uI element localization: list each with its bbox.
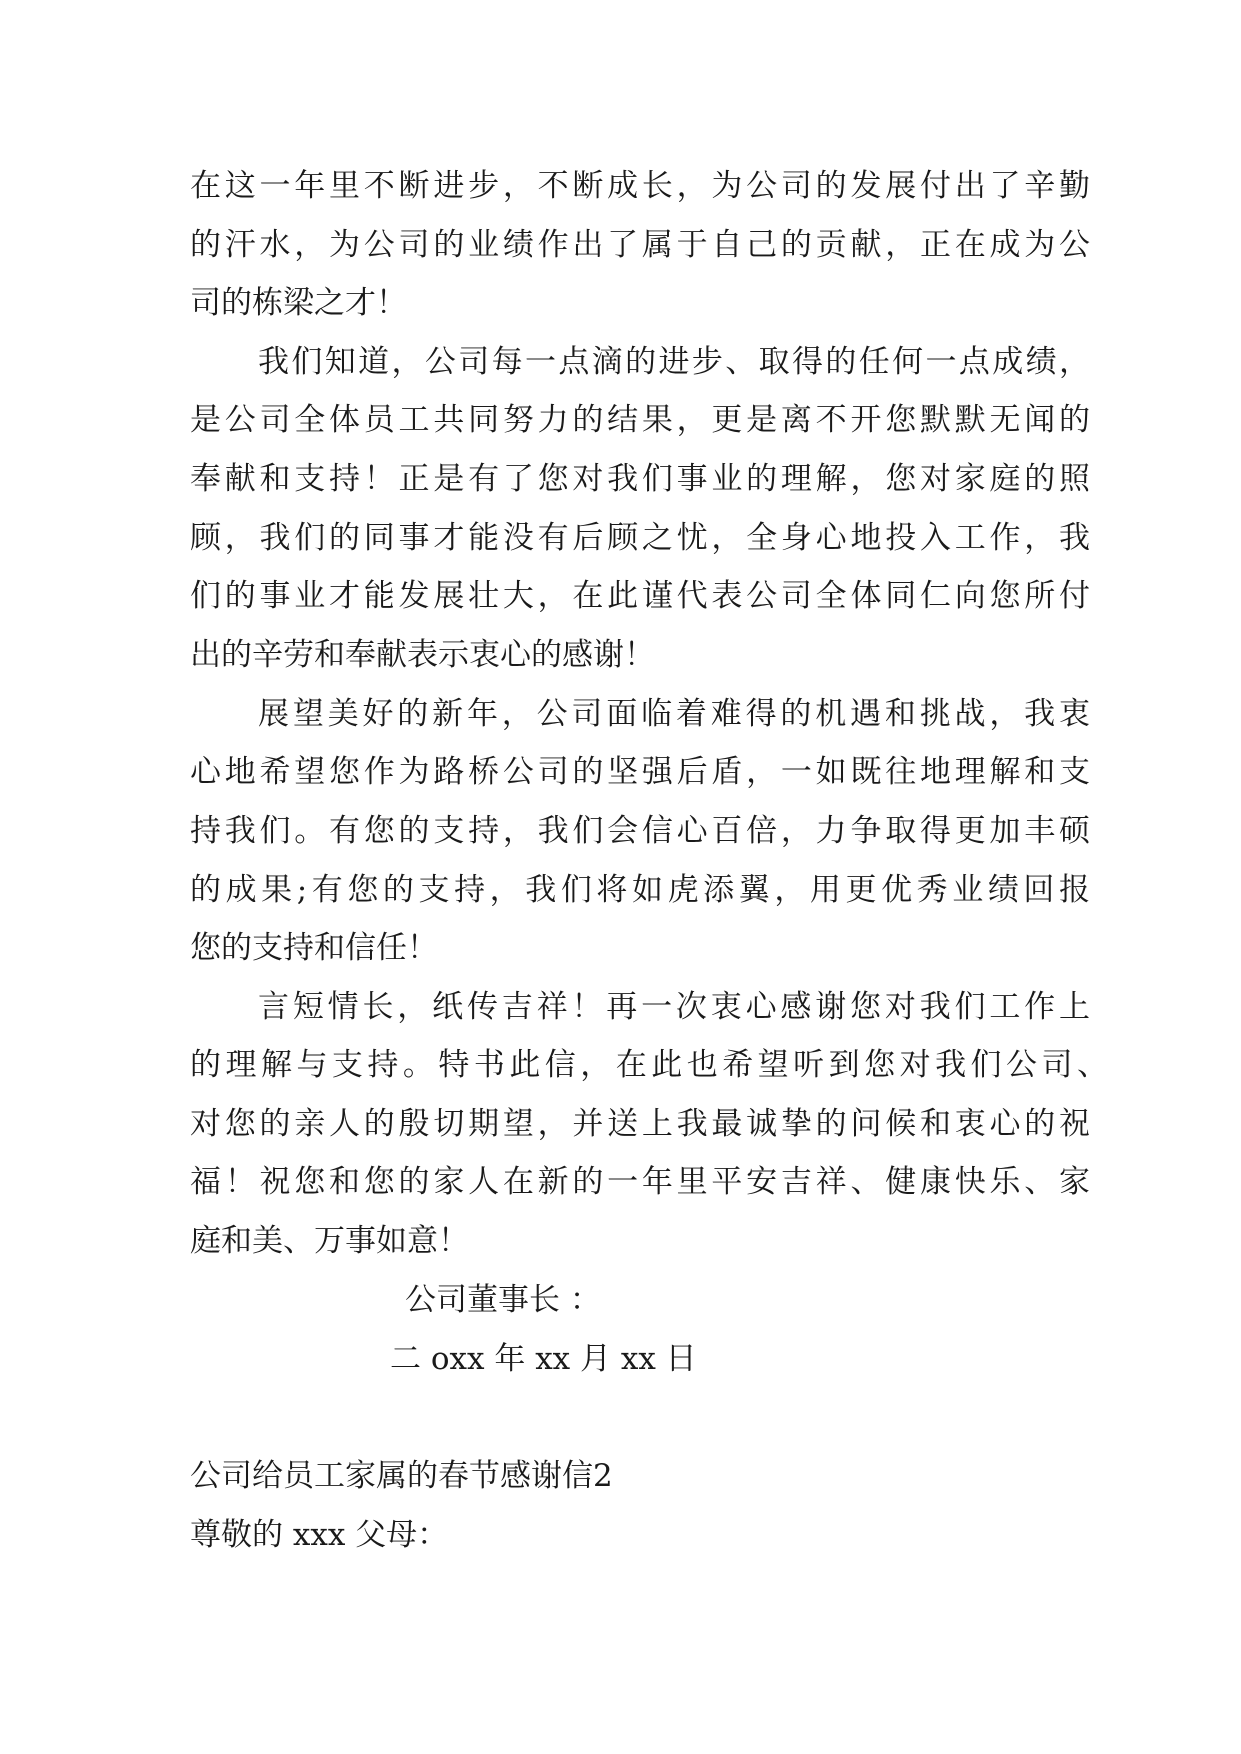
paragraph-2-line-4: 顾，我们的同事才能没有后顾之忧，全身心地投入工作，我 [190,520,1090,556]
section-title: 公司给员工家属的春节感谢信2 [190,1458,613,1494]
paragraph-3-line-4: 的成果;有您的支持，我们将如虎添翼，用更优秀业绩回报 [190,872,1090,908]
paragraph-4-line-1: 言短情长，纸传吉祥！再一次衷心感谢您对我们工作上 [258,989,1090,1025]
paragraph-4-line-2: 的理解与支持。特书此信，在此也希望听到您对我们公司、 [190,1047,1108,1083]
paragraph-2-line-3: 奉献和支持！正是有了您对我们事业的理解，您对家庭的照 [190,461,1090,497]
paragraph-2-line-2: 是公司全体员工共同努力的结果，更是离不开您默默无闻的 [190,402,1090,438]
paragraph-4-line-3: 对您的亲人的殷切期望，并送上我最诚挚的问候和衷心的祝 [190,1106,1090,1142]
paragraph-2-line-6: 出的辛劳和奉献表示衷心的感谢！ [190,637,655,673]
paragraph-1-line-2: 的汗水，为公司的业绩作出了属于自己的贡献，正在成为公 [190,227,1090,263]
paragraph-3-line-1: 展望美好的新年，公司面临着难得的机遇和挑战，我衷 [258,696,1090,732]
signature-title: 公司董事长 ： [405,1282,601,1318]
paragraph-3-line-3: 持我们。有您的支持，我们会信心百倍，力争取得更加丰硕 [190,813,1090,849]
paragraph-4-line-5: 庭和美、万事如意！ [190,1223,469,1259]
paragraph-4-line-4: 福！祝您和您的家人在新的一年里平安吉祥、健康快乐、家 [190,1164,1090,1200]
paragraph-1-line-3: 司的栋梁之才！ [190,285,407,321]
paragraph-3-line-2: 心地希望您作为路桥公司的坚强后盾，一如既往地理解和支 [190,754,1090,790]
signature-date: 二 oxx 年 xx 月 xx 日 [390,1341,697,1377]
paragraph-2-line-5: 们的事业才能发展壮大，在此谨代表公司全体同仁向您所付 [190,578,1090,614]
greeting: 尊敬的 xxx 父母： [190,1517,449,1553]
paragraph-1-line-1: 在这一年里不断进步，不断成长，为公司的发展付出了辛勤 [190,168,1090,204]
paragraph-2-line-1: 我们知道，公司每一点滴的进步、取得的任何一点成绩， [258,344,1090,380]
paragraph-3-line-5: 您的支持和信任！ [190,930,438,966]
